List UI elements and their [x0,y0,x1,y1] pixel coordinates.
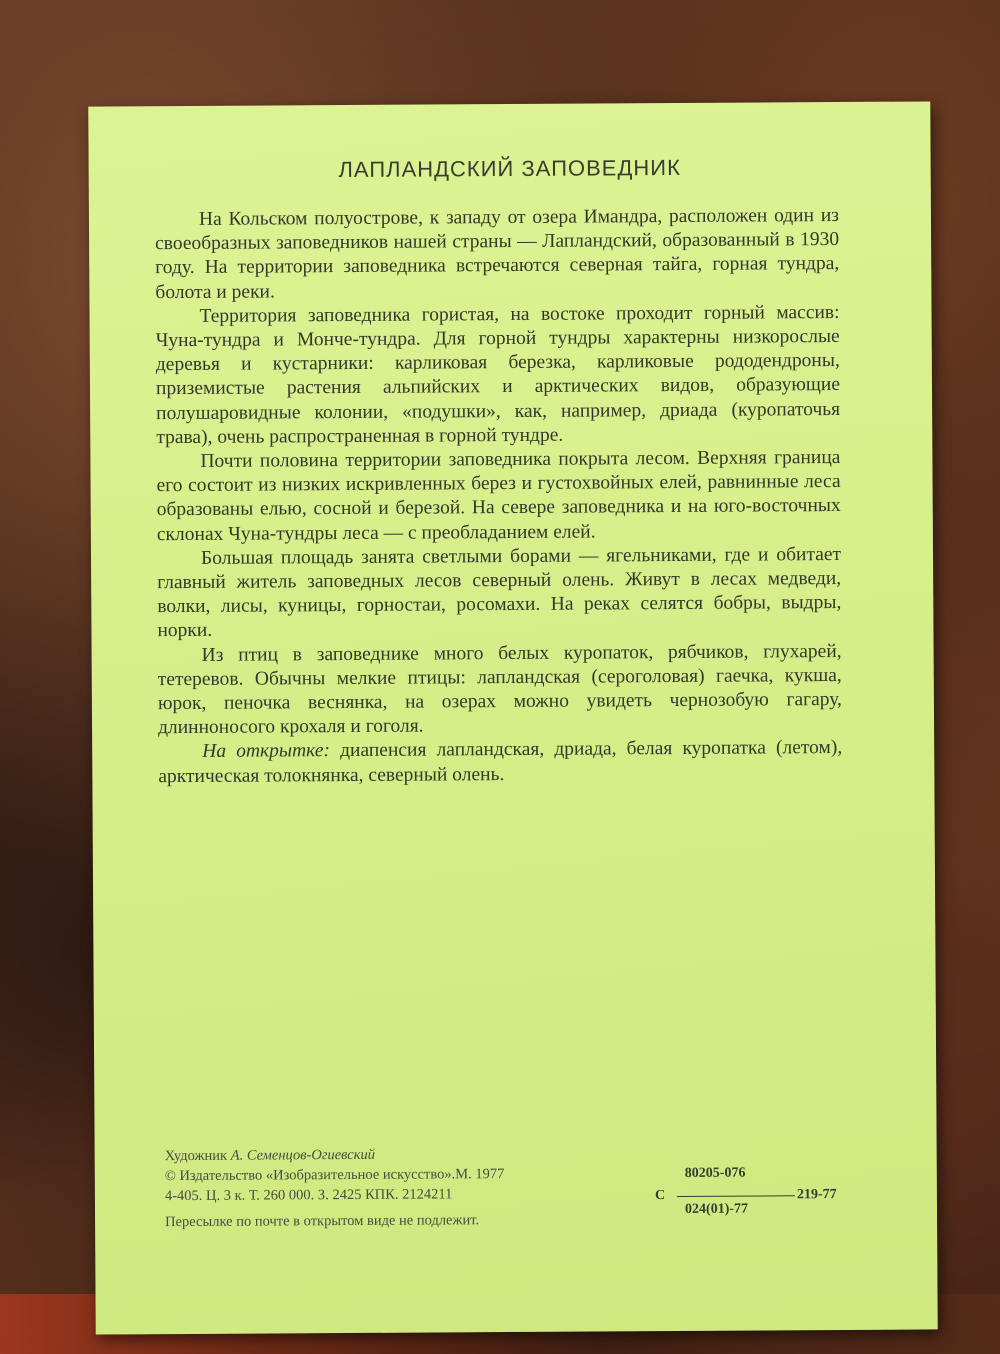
card-title: ЛАПЛАНДСКИЙ ЗАПОВЕДНИК [338,154,681,183]
index-denominator: 024(01)-77 [684,1201,749,1217]
index-suffix: 219-77 [796,1187,837,1203]
print-info-line: 4-405. Ц. 3 к. Т. 260 000. З. 2425 КПК. 2124211 [164,1186,453,1205]
paragraph-6-lead: На открытке: [202,740,331,763]
publisher-line: © Издательство «Изобразительное искусство».М. 1977 [164,1166,505,1185]
imprint [165,1143,666,1232]
paragraph-6-text: диапенсия лапландская, дриада, белая куропатка (летом), арктическая толокнянка, северный олень. [158,737,843,787]
index-numerator: 80205-076 [684,1165,746,1181]
paragraph-4: Большая площадь занята светлыми борами — ягельниками, где и обитает главный житель заповедных лесов северный олень. Живут в лесах медведи, волки, лисы, куницы, горностаи, росомахи. На реках селятся бобры, выдры, норки. [157,543,842,642]
artist-label: Художник [164,1147,231,1165]
paragraph-2: Территория заповедника гористая, на востоке проходит горный массив: Чуна-тундра и Монче-тундра. Для горной тундры характерны низкорослые деревья и кустарники: карликовая березка, карликовые рододендроны, приземистые растения альпийских и арктических видов, образующие полушаровидные колонии, «подушки», как, например, дриада (куропаточья трава), очень распространенная в горной тундре. [155,301,841,449]
card-body [155,204,843,789]
postcard-back [88,101,937,1334]
paragraph-1: На Кольском полуострове, к западу от озера Имандра, расположен один из своеобразных заповедников нашей страны — Лапландский, образованный в 1930 году. На территории заповедника встречаются северная тайга, горная тундра, болота и реки. [155,204,840,303]
postal-note: Пересылке по почте в открытом виде не подлежит. [165,1212,480,1231]
artist-name: А. Семенцов-Огиевский [230,1146,376,1164]
index-prefix: С [654,1188,666,1204]
index-fraction-line [677,1195,795,1197]
catalog-index [655,1165,895,1228]
paragraph-6 [158,736,842,789]
paragraph-5: Из птиц в заповеднике много белых куропаток, рябчиков, глухарей, тетеревов. Обычны мелкие птицы: лапландская (сероголовая) гаечка, кукша, юрок, пеночка веснянка, на озерах можно увидеть чернозобую гагару, длинноносого крохаля и гоголя. [157,640,842,739]
paragraph-3: Почти половина территории заповедника покрыта лесом. Верхняя граница его состоит из низких искривленных берез и густохвойных елей, равнинные леса образованы елью, сосной и березой. На севере заповедника и на юго-восточных склонах Чуна-тундры леса — с преобладанием елей. [156,447,841,545]
